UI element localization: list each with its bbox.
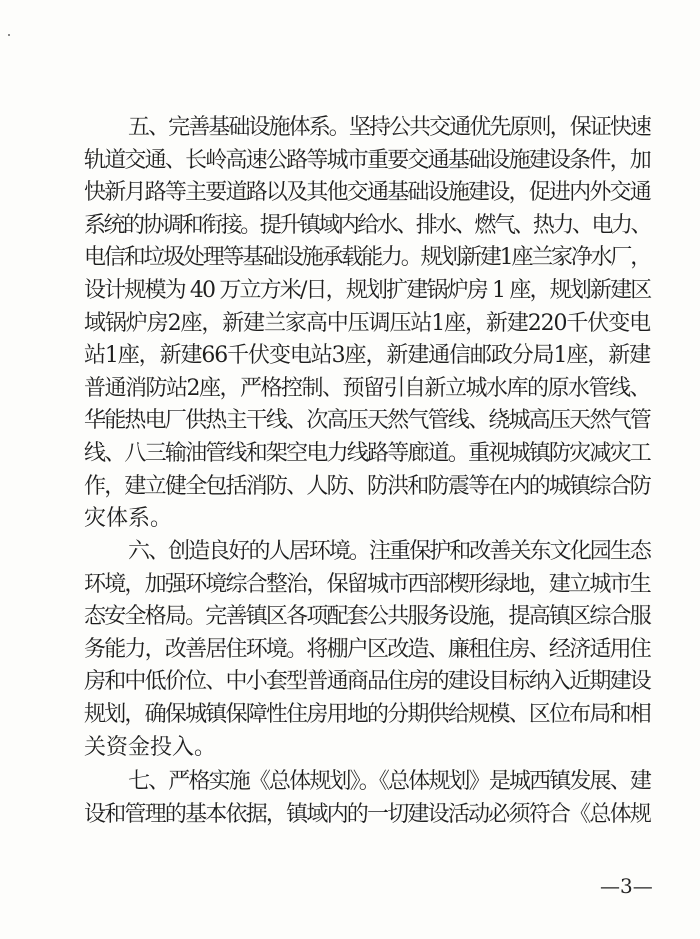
- text-line: 房和中低价位、中小套型普通商品住房的建设目标纳入近期建设: [84, 669, 651, 695]
- text-line: 设和管理的基本依据，镇域内的一切建设活动必须符合《总体规: [84, 801, 651, 827]
- text-line: 域锅炉房2座，新建兰家高中压调压站1座，新建220千伏变电: [84, 310, 650, 336]
- page-number: —3—: [600, 874, 653, 898]
- text-line: 态安全格局。完善镇区各项配套公共服务设施，提高镇区综合服: [84, 604, 651, 630]
- text-line: 站1座，新建66千伏变电站3座，新建通信邮政分局1座，新建: [84, 343, 650, 369]
- scan-speck: [8, 34, 10, 36]
- paragraph-master-plan: [84, 766, 650, 831]
- text-line: 六、创造良好的人居环境。注重保护和改善关东文化园生态: [128, 539, 651, 564]
- text-line: 务能力，改善居住环境。将棚户区改造、廉租住房、经济适用住: [84, 636, 651, 662]
- text-line: 七、严格实施《总体规划》。《总体规划》是城西镇发展、建: [128, 769, 651, 794]
- text-line: 普通消防站2座，严格控制、预留引自新立城水库的原水管线、: [84, 375, 650, 401]
- text-line: 五、完善基础设施体系。坚持公共交通优先原则，保证快速: [128, 115, 651, 140]
- text-line: 关资金投入。: [84, 734, 217, 760]
- paragraph-living-environment: [84, 536, 650, 764]
- text-line: 规划，确保城镇保障性住房用地的分期供给规模、区位布局和相: [84, 701, 651, 727]
- text-line: 轨道交通、长岭高速公路等城市重要交通基础设施建设条件，加: [84, 147, 651, 173]
- text-line: 灾体系。: [84, 506, 173, 532]
- text-line: 线、八三输油管线和架空电力线路等廊道。重视城镇防灾减灾工: [84, 440, 651, 466]
- text-line: 设计规模为 40 万立方米/日，规划扩建锅炉房 1 座，规划新建区: [84, 277, 651, 303]
- text-line: 快新月路等主要道路以及其他交通基础设施建设，促进内外交通: [84, 180, 651, 206]
- text-line: 华能热电厂供热主干线、次高压天然气管线、绕城高压天然气管: [84, 408, 651, 434]
- text-line: 作，建立健全包括消防、人防、防洪和防震等在内的城镇综合防: [84, 473, 651, 499]
- paragraph-infrastructure: [84, 112, 650, 536]
- text-line: 环境，加强环境综合整治，保留城市西部楔形绿地，建立城市生: [84, 571, 651, 597]
- text-line: 电信和垃圾处理等基础设施承载能力。规划新建1座兰家净水厂，: [84, 245, 650, 271]
- text-line: 系统的协调和衔接。提升镇域内给水、排水、燃气、热力、电力、: [84, 212, 651, 238]
